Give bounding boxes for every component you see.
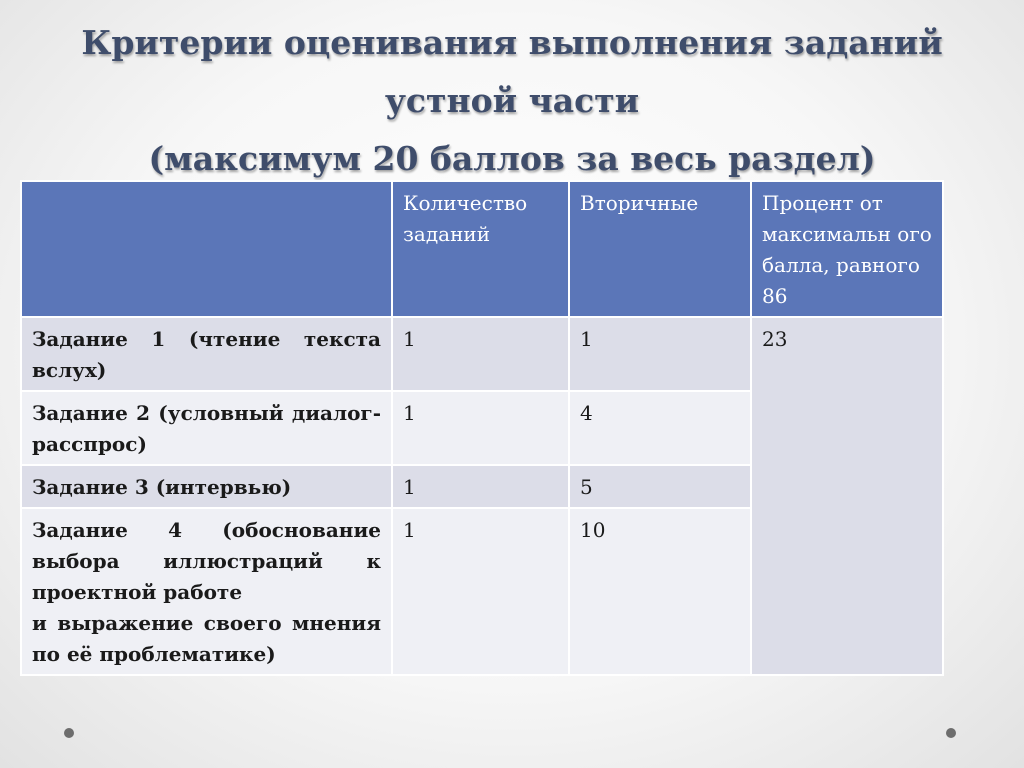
table-header-row	[21, 181, 943, 317]
table-row	[21, 317, 943, 391]
header-cell-count: Количество заданий	[392, 181, 569, 317]
task-count-cell: 1	[392, 317, 569, 391]
task-name-cell: Задание 2 (условный диалог-расспрос)	[21, 391, 392, 465]
slide-title	[0, 14, 1024, 188]
task-count-cell: 1	[392, 391, 569, 465]
decorative-dot-right	[946, 728, 956, 738]
task-count-cell: 1	[392, 508, 569, 675]
criteria-table	[20, 180, 944, 676]
task-name-cell: Задание 3 (интервью)	[21, 465, 392, 508]
title-line-3: (максимум 20 баллов за весь раздел)	[148, 139, 876, 178]
header-cell-percent: Процент от максимальн ого балла, равного 86	[751, 181, 943, 317]
task-secondary-cell: 1	[569, 317, 751, 391]
title-line-1: Критерии оценивания выполнения заданий	[81, 23, 943, 62]
task-secondary-cell: 10	[569, 508, 751, 675]
header-cell-empty	[21, 181, 392, 317]
task-secondary-cell: 4	[569, 391, 751, 465]
task-name-cell: Задание 4 (обоснование выбора иллюстраций к проектной работе и выражение своего мнения по её проблематике)	[21, 508, 392, 675]
task-count-cell: 1	[392, 465, 569, 508]
decorative-dot-left	[64, 728, 74, 738]
header-cell-secondary: Вторичные	[569, 181, 751, 317]
title-line-2: устной части	[384, 81, 640, 120]
task-name-cell: Задание 1 (чтение текста вслух)	[21, 317, 392, 391]
percent-cell: 23	[751, 317, 943, 675]
task-secondary-cell: 5	[569, 465, 751, 508]
